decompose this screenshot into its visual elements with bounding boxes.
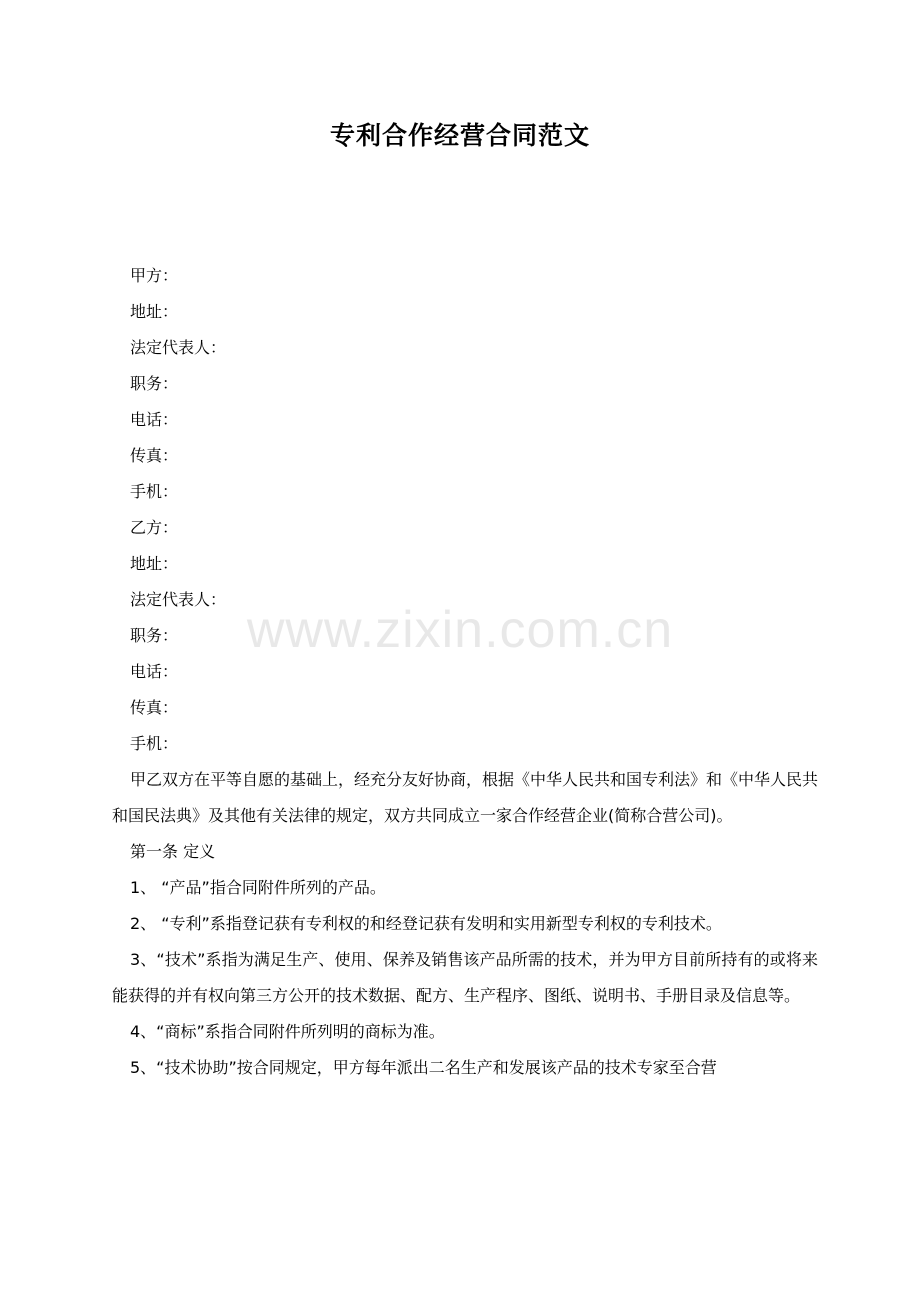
definition-item: 3、“技术”系指为满足生产、使用、保养及销售该产品所需的技术，并为甲方目前所持有的或将来能获得的并有权向第三方公开的技术数据、配方、生产程序、图纸、说明书、手册目录及信息等。 bbox=[112, 950, 818, 1005]
article-heading: 第一条 定义 bbox=[130, 842, 216, 861]
party-fields-list bbox=[130, 258, 226, 762]
watermark: www.zixin.com.cn bbox=[246, 601, 674, 659]
party-b-label: 乙方： bbox=[130, 518, 179, 537]
party-a-mobile-label: 手机： bbox=[130, 482, 179, 501]
definition-item: 4、“商标”系指合同附件所列明的商标为准。 bbox=[130, 1022, 445, 1041]
contract-body bbox=[112, 762, 818, 1086]
party-b-mobile-label: 手机： bbox=[130, 734, 179, 753]
definition-item: 2、 “专利”系指登记获有专利权的和经登记获有发明和实用新型专利权的专利技术。 bbox=[130, 914, 722, 933]
document-title: 专利合作经营合同范文 bbox=[329, 121, 590, 150]
party-a-position-label: 职务： bbox=[130, 374, 179, 393]
definition-item: 1、 “产品”指合同附件所列的产品。 bbox=[130, 878, 386, 897]
party-a-address-label: 地址： bbox=[130, 302, 179, 321]
party-a-phone-label: 电话： bbox=[130, 410, 179, 429]
party-b-fax-label: 传真： bbox=[130, 698, 179, 717]
party-b-address-label: 地址： bbox=[130, 554, 179, 573]
party-a-label: 甲方： bbox=[130, 266, 179, 285]
party-b-phone-label: 电话： bbox=[130, 662, 179, 681]
party-a-legal-rep-label: 法定代表人： bbox=[130, 338, 227, 357]
definition-item: 5、“技术协助”按合同规定，甲方每年派出二名生产和发展该产品的技术专家至合营 bbox=[130, 1058, 717, 1077]
party-b-legal-rep-label: 法定代表人： bbox=[130, 590, 227, 609]
preamble-paragraph: 甲乙双方在平等自愿的基础上，经充分友好协商，根据《中华人民共和国专利法》和《中华人民共和国民法典》及其他有关法律的规定，双方共同成立一家合作经营企业(简称合营公司)。 bbox=[112, 770, 819, 825]
party-a-fax-label: 传真： bbox=[130, 446, 179, 465]
party-b-position-label: 职务： bbox=[130, 626, 179, 645]
